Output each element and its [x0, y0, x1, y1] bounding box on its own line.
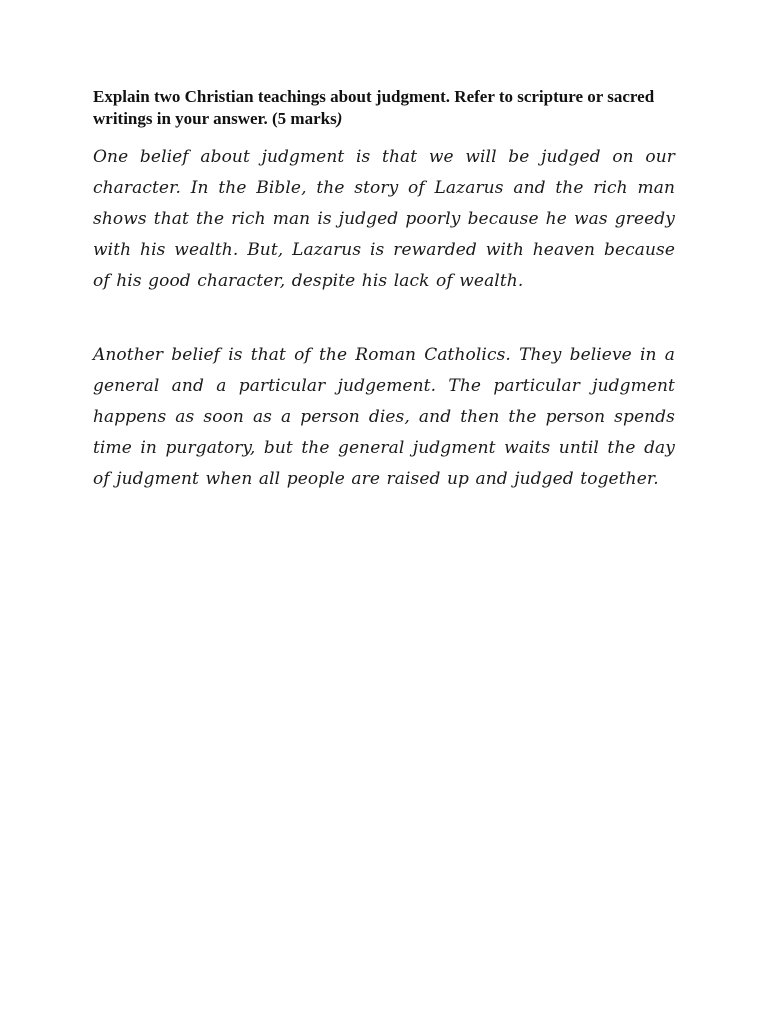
exam-question: [93, 86, 683, 130]
question-text: Explain two Christian teachings about judgment. Refer to scripture or sacred writings in your answer. (5 marks: [93, 87, 655, 128]
question-closing-paren: ): [336, 109, 343, 128]
answer-paragraph-2: Another belief is that of the Roman Catholics. They believe in a general and a particular judgement. The particular judgment happens as soon as a person dies, and then the person spends time in purgatory, but the general judgment waits until the day of judgment when all people are raised up and judged together.: [93, 345, 675, 489]
answer-paragraph-1: One belief about judgment is that we will be judged on our character. In the Bible, the story of Lazarus and the rich man shows that the rich man is judged poorly because he was greedy with his wealth. But, Lazarus is rewarded with heaven because of his good character, despite his lack of wealth.: [93, 147, 675, 291]
